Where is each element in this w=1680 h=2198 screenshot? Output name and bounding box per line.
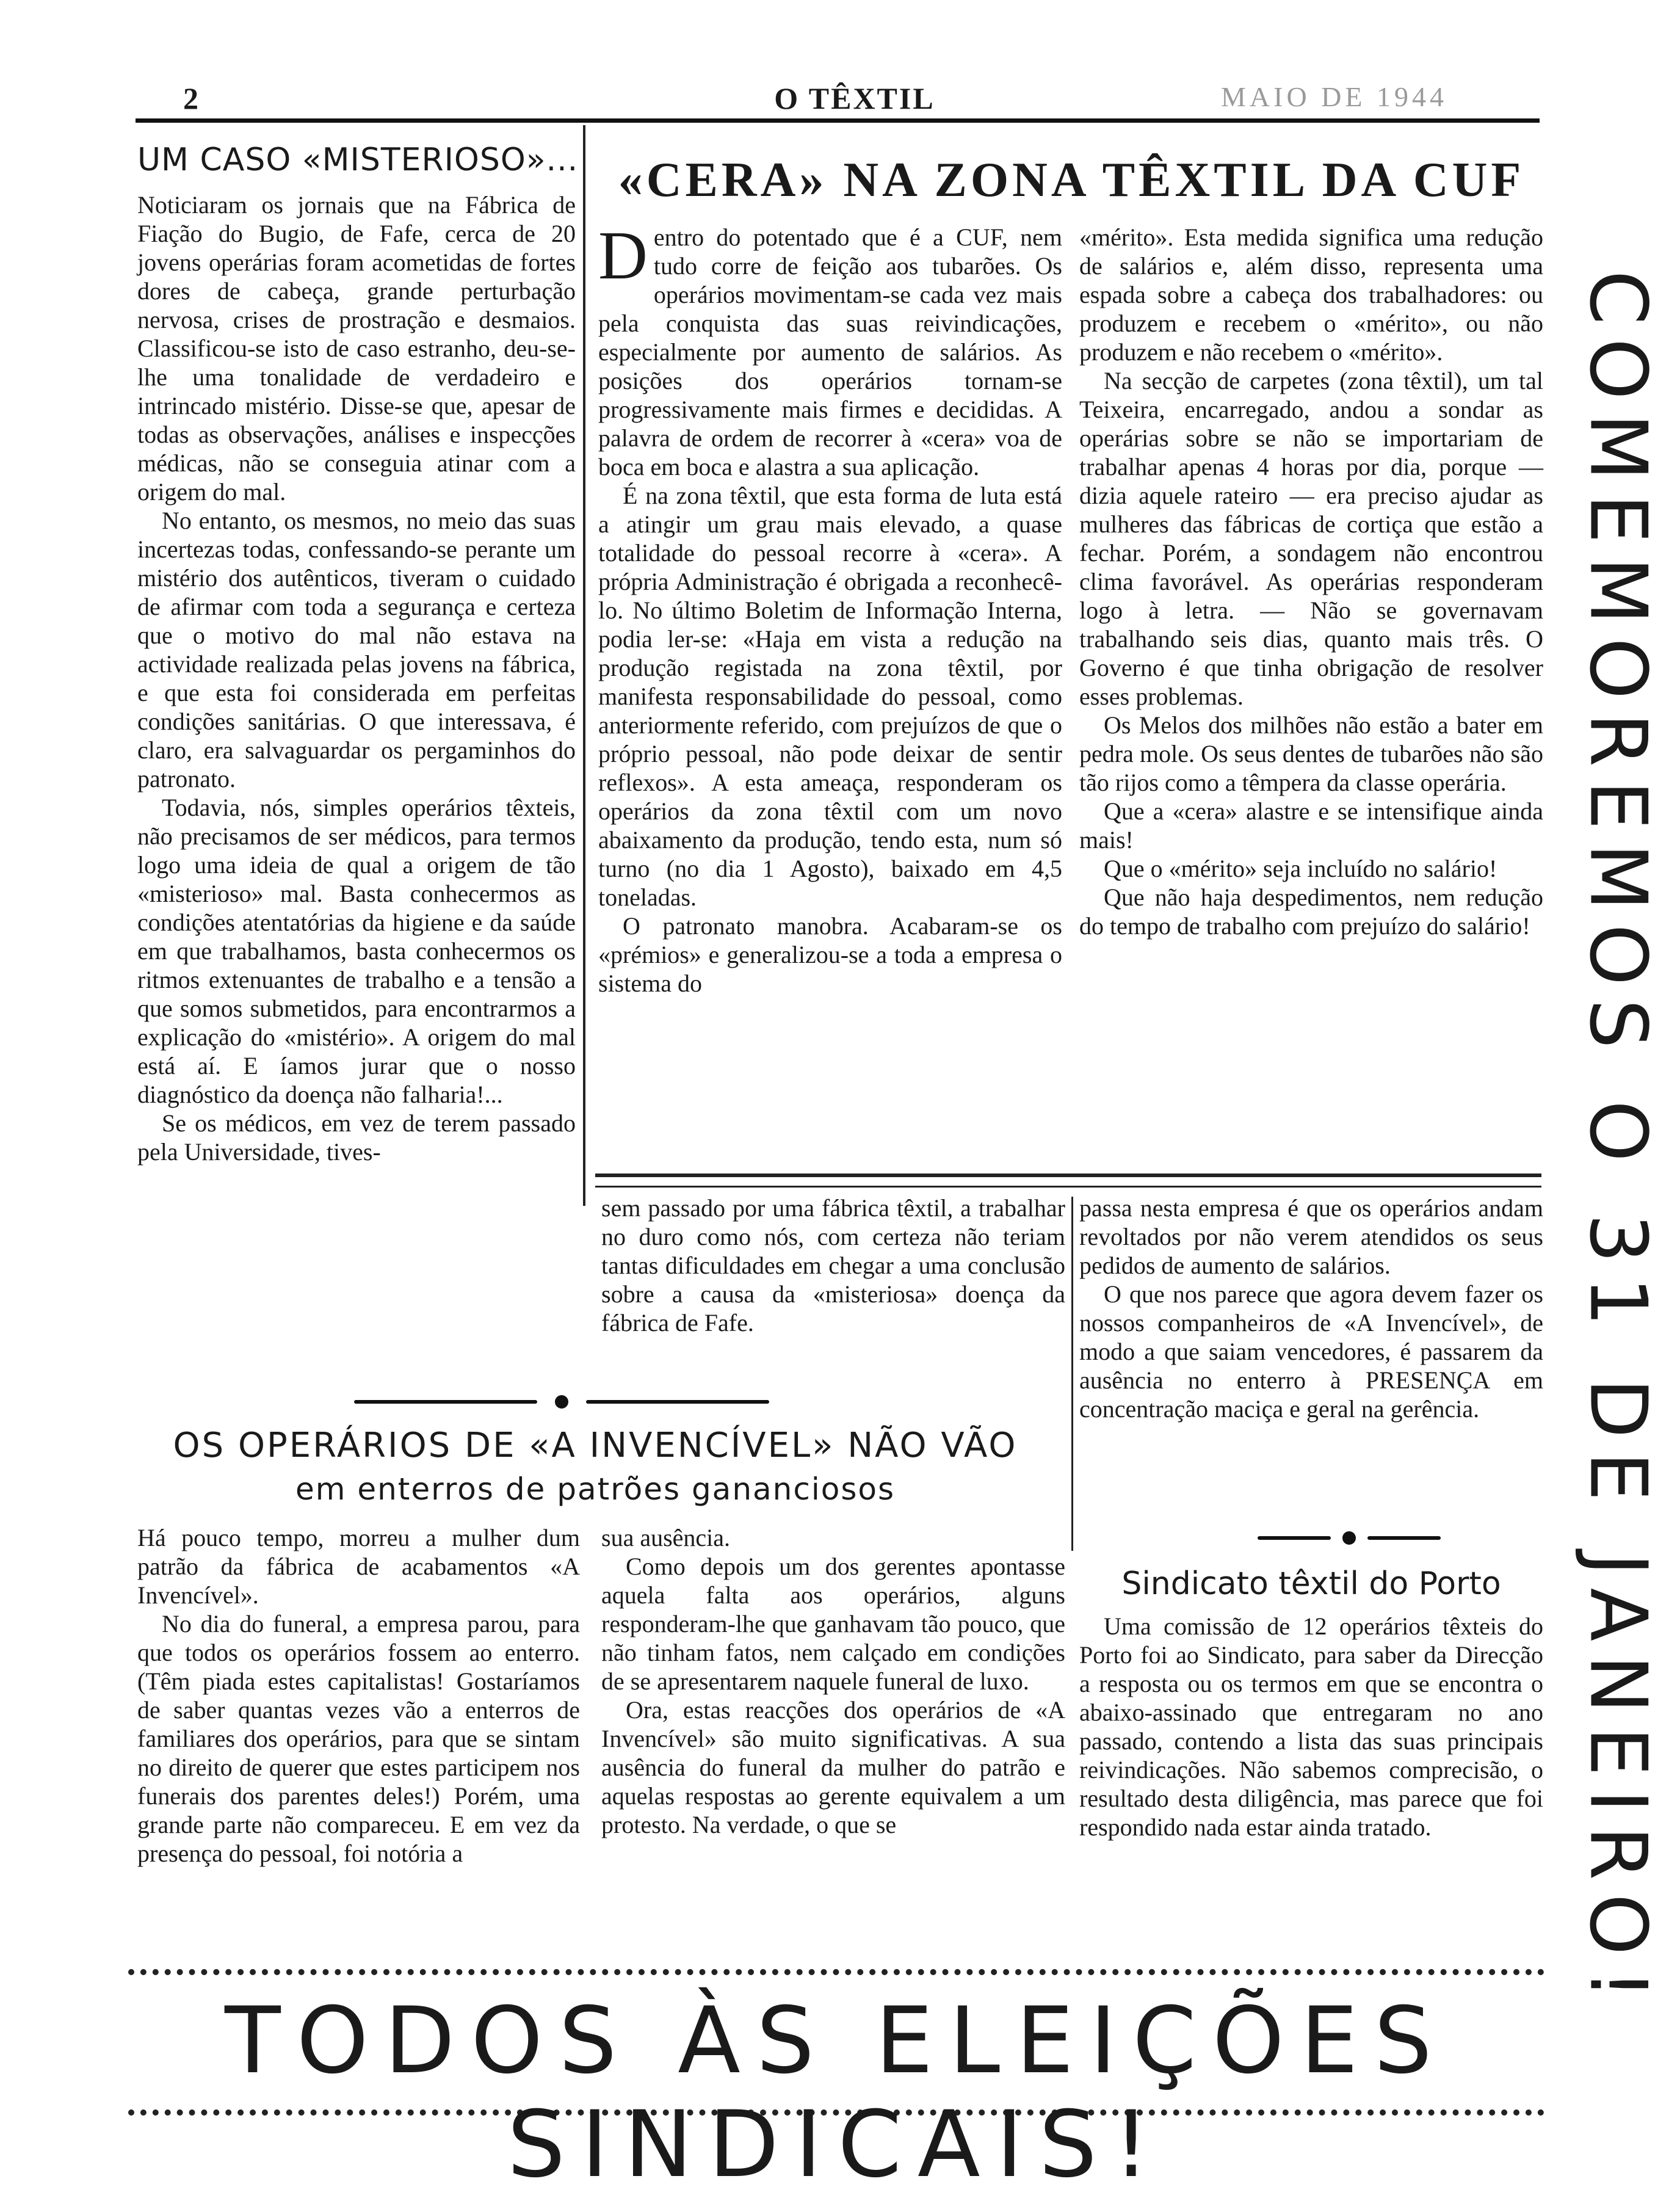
section-double-rule (595, 1173, 1541, 1188)
caso-misterioso-column-1 (137, 190, 576, 1166)
page-number: 2 (183, 81, 198, 115)
paragraph: O que nos parece que agora devem fazer os nossos companheiros de «A Invencível», de modo a que saiam vencedores, é passarem da ausência no enterro à PRESENÇA em concentração maciça e geral na gerência. (1079, 1280, 1543, 1423)
paragraph: No dia do funeral, a empresa parou, para que todos os operários fossem ao enterro. (Têm piada estes capitalistas! Gostaríamos de saber quantas vezes vão a enterros de familiares dos operários, para que se sintam no direito de querer que estes participem nos funerais dos parentes deles!) Porém, uma grande parte não compareceu. E em vez da presença do pessoal, foi notória a (137, 1610, 580, 1867)
column-rule-middle (1071, 1197, 1073, 1551)
masthead-rule (136, 118, 1540, 123)
newspaper-title: O TÊXTIL (774, 81, 935, 115)
paragraph: Uma comissão de 12 operários têxteis do Porto foi ao Sindicato, para saber da Direcção a resposta ou os termos em que se encontra o abaixo-assinado que entregaram no ano passado, contendo a lista das suas principais reivindicações. Não sabemos comprecisão, o resultado desta diligência, mas parece que foi respondido nada estar ainda tratado. (1079, 1612, 1543, 1841)
column-rule-left (583, 125, 585, 1206)
ornament-divider-small (1258, 1531, 1441, 1545)
ornament-divider (354, 1395, 769, 1409)
paragraph: Noticiaram os jornais que na Fábrica de Fiação do Bugio, de Fafe, cerca de 20 jovens operárias foram acometidas de fortes dores de cabeça, grande perturbação nervosa, crises de prostração e desmaios. Classificou-se isto de caso estranho, deu-se-lhe uma tonalidade de verdadeiro e intrincado mistério. Disse-se que, apesar de todas as observações, análises e inspecções médicas, não se conseguia atinar com a origem do mal. (137, 191, 576, 506)
invencivel-column-1 (137, 1523, 580, 1868)
paragraph: sem passado por uma fábrica têxtil, a trabalhar no duro como nós, com certeza não teriam tantas dificuldades em chegar a uma conclusão sobre a causa da «misteriosa» doença da fábrica de Fafe. (601, 1194, 1065, 1337)
cera-column-2 (1079, 223, 1543, 940)
paragraph: Dentro do potentado que é a CUF, nem tudo corre de feição aos tubarões. Os operários movimentam-se cada vez mais pela conquista das suas reivindicações, especialmente por aumento de salários. As posições dos operários tornam-se progressivamente mais firmes e decididas. A palavra de ordem de recorrer à «cera» voa de boca em boca e alastra a sua aplicação. (598, 218, 1062, 481)
invencivel-column-3 (1079, 1194, 1543, 1423)
paragraph: Como depois um dos gerentes apontasse aquela falta aos operários, alguns responderam-lhe que ganhavam tão pouco, que não tinham fatos, nem calçado em condições de se apresentarem naquele funeral de luxo. (601, 1553, 1065, 1695)
paragraph: É na zona têxtil, que esta forma de luta está a atingir um grau mais elevado, a quase totalidade do pessoal recorre à «cera». A própria Administração é obrigada a reconhecê-lo. No último Boletim de Informação Interna, podia ler-se: «Haja em vista a redução na produção registada na zona têxtil, por manifesta responsabilidade do pessoal, como anteriormente referido, com prejuízos de que o próprio pessoal, não pode deixar de sentir reflexos». A esta ameaça, responderam os operários da zona têxtil com um novo abaixamento da produção, tendo esta, num só turno (no dia 1 Agosto), baixado em 4,5 toneladas. (598, 482, 1062, 911)
drop-cap: D (598, 218, 648, 294)
paragraph: Que a «cera» alastre e se intensifique ainda mais! (1079, 797, 1543, 854)
paragraph: passa nesta empresa é que os operários andam revoltados por não verem atendidos os seus pedidos de aumento de salários. (1079, 1194, 1543, 1279)
paragraph: O patronato manobra. Acabaram-se os «prémios» e generalizou-se a toda a empresa o sistema do (598, 912, 1062, 997)
paragraph: Todavia, nós, simples operários têxteis, não precisamos de ser médicos, para termos logo uma ideia de qual a origem de tão «misterioso» mal. Basta conhecermos as condições atentatórias da higiene e da saúde em que trabalhamos, basta conhecermos os ritmos extenuantes de trabalho e a tensão a que somos submetidos, para encontrarmos a explicação do «mistério». A origem do mal está aí. E íamos jurar que o nosso diagnóstico da doença não falharia!... (137, 794, 576, 1108)
sindicato-headline: Sindicato têxtil do Porto (1121, 1565, 1501, 1602)
cera-column-1 (598, 218, 1062, 998)
paragraph: Se os médicos, em vez de terem passado pela Universidade, tives- (137, 1109, 576, 1166)
paragraph: Que o «mérito» seja incluído no salário! (1104, 855, 1497, 882)
paragraph: Ora, estas reacções dos operários de «A Invencível» são muito significativas. A sua ausência do funeral da mulher do patrão e aquelas respostas ao gerente equivalem a um protesto. Na verdade, o que se (601, 1696, 1065, 1838)
caso-misterioso-column-2 (601, 1194, 1065, 1337)
invencivel-headline-line1: OS OPERÁRIOS DE «A INVENCÍVEL» NÃO VÃO (173, 1426, 1018, 1465)
vertical-slogan-text: COMEMOREMOS O 31 DE JANEIRO! (1572, 270, 1664, 2014)
paragraph: Há pouco tempo, morreu a mulher dum patrão da fábrica de acabamentos «A Invencível». (137, 1524, 580, 1609)
paragraph: «mérito». Esta medida significa uma redução de salários e, além disso, representa uma espada sobre a cabeça dos trabalhadores: ou produzem e recebem o «mérito», ou não produzem e não recebem o «mérito». (1079, 223, 1543, 366)
issue-date: MAIO DE 1944 (1221, 81, 1447, 112)
sindicato-column (1079, 1612, 1543, 1841)
invencivel-headline-line2: em enterros de patrões gananciosos (295, 1471, 896, 1507)
invencivel-headline (137, 1426, 1053, 1507)
paragraph: Na secção de carpetes (zona têxtil), um tal Teixeira, encarregado, andou a sondar as operárias sobre se não se importariam de trabalhar apenas 4 horas por dia, porque — dizia aquele rateiro — era preciso ajudar as mulheres das fábricas de cortiça que estão a fechar. Porém, a sondagem não encontrou clima favorável. As operárias responderam logo à letra. — Não se governavam trabalhando seis dias, quanto mais três. O Governo é que tinha obrigação de resolver esses problemas. (1079, 367, 1543, 710)
elections-banner: TODOS ÀS ELEIÇÕES SINDICAIS! (225, 1988, 1448, 2198)
invencivel-column-2 (601, 1523, 1065, 1839)
vertical-slogan (1572, 256, 1664, 2027)
cera-headline: «CERA» NA ZONA TÊXTIL DA CUF (618, 153, 1525, 207)
paragraph: sua ausência. (601, 1524, 731, 1551)
caso-misterioso-headline: UM CASO «MISTERIOSO»... (137, 142, 579, 178)
paragraph: Os Melos dos milhões não estão a bater em pedra mole. Os seus dentes de tubarões não são tão rijos como a têmpera da classe operária. (1079, 711, 1543, 796)
paragraph: Que não haja despedimentos, nem redução do tempo de trabalho com prejuízo do salário! (1079, 883, 1543, 940)
paragraph: No entanto, os mesmos, no meio das suas incertezas todas, confessando-se perante um mistério dos autênticos, tiveram o cuidado de afirmar com toda a segurança e certeza que o motivo do mal não estava na actividade realizada pelas jovens na fábrica, e que esta foi considerada em perfeitas condições sanitárias. O que interessava, é claro, era salvaguardar os pergaminhos do patronato. (137, 507, 576, 793)
